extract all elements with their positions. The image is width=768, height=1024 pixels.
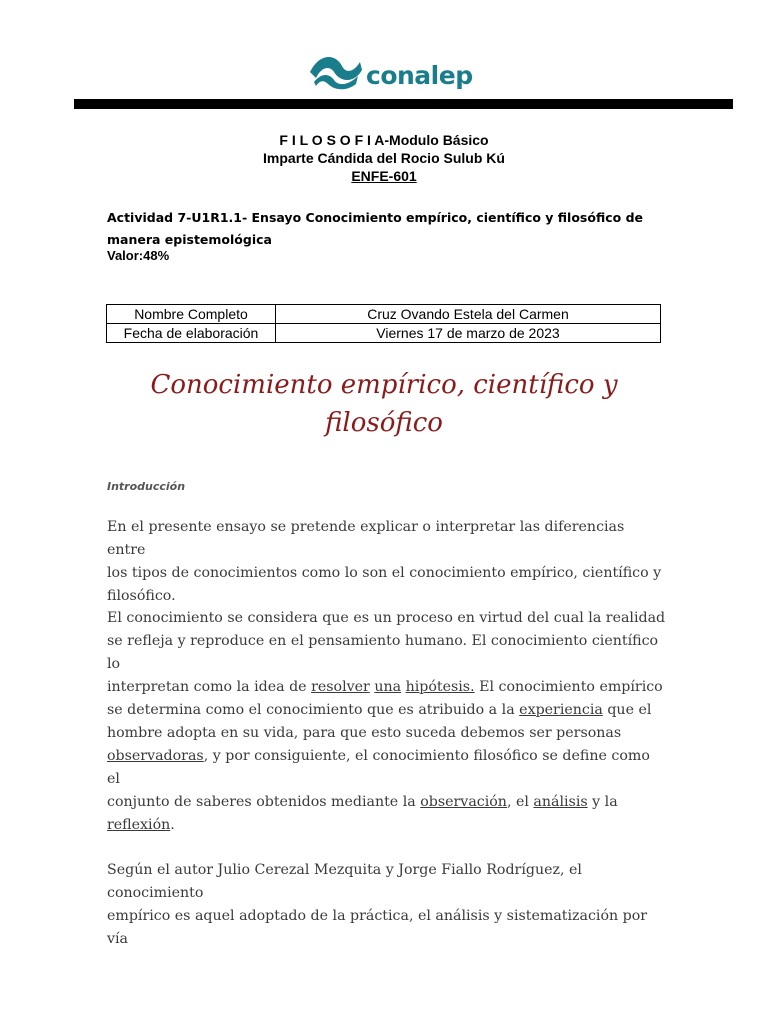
text-line xyxy=(107,745,667,791)
paragraph-definition xyxy=(107,607,667,837)
name-label: Nombre Completo xyxy=(107,305,276,324)
logo-wordmark: conalep xyxy=(366,61,473,90)
teacher-line: Imparte Cándida del Rocio Sulub Kú xyxy=(263,150,505,166)
text-span: , el xyxy=(506,794,534,810)
text-span: y la xyxy=(587,794,618,810)
text-line: filosófico. xyxy=(107,588,176,604)
activity-value: Valor:48% xyxy=(107,248,170,263)
activity-title-line1: Actividad 7-U1R1.1- Ensayo Conocimiento empírico, científico y filosófico de xyxy=(107,210,643,225)
activity-title-line2: manera epistemológica xyxy=(107,232,272,247)
text-span: . xyxy=(170,817,175,833)
text-span: que el xyxy=(602,702,652,718)
link-observadoras[interactable]: observadoras xyxy=(107,748,204,764)
conalep-logo xyxy=(306,50,473,98)
paragraph-authors xyxy=(107,859,667,951)
text-line: empírico es aquel adoptado de la práctica, el análisis y sistematización por vía xyxy=(107,908,648,947)
text-span: se determina como el conocimiento que es atribuido a la xyxy=(107,702,520,718)
link-analisis[interactable]: análisis xyxy=(533,794,588,810)
link-una[interactable]: una xyxy=(374,679,402,695)
link-hipotesis[interactable]: hipótesis. xyxy=(405,679,475,695)
group-code: ENFE-601 xyxy=(351,168,417,184)
link-observacion[interactable]: observación xyxy=(420,794,507,810)
text-span: interpretan como la idea de xyxy=(107,679,312,695)
text-line: En el presente ensayo se pretende explicar o interpretar las diferencias entre xyxy=(107,519,625,558)
date-value: Viernes 17 de marzo de 2023 xyxy=(276,324,661,343)
table-row xyxy=(107,324,661,343)
essay-title xyxy=(0,366,768,442)
text-line: Según el autor Julio Cerezal Mezquita y Jorge Fiallo Rodríguez, el conocimiento xyxy=(107,862,582,901)
text-line: se refleja y reproduce en el pensamiento humano. El conocimiento científico lo xyxy=(107,633,659,672)
paragraph-intro xyxy=(107,516,667,608)
header-divider xyxy=(74,99,733,109)
subject-line: F I L O S O F I A-Modulo Básico xyxy=(279,132,489,148)
text-span: conjunto de saberes obtenidos mediante la xyxy=(107,794,421,810)
text-span: , y por consiguiente, el conocimiento filosófico se define como el xyxy=(107,748,650,787)
conalep-emblem-icon xyxy=(306,50,366,90)
essay-title-line2: filosófico xyxy=(325,408,443,438)
table-row xyxy=(107,305,661,324)
activity-title xyxy=(107,207,647,251)
section-label: Introducción xyxy=(107,480,186,493)
text-line xyxy=(107,676,667,699)
date-label: Fecha de elaboración xyxy=(107,324,276,343)
text-line xyxy=(107,699,667,722)
text-line xyxy=(107,814,667,837)
link-reflexion[interactable]: reflexión xyxy=(107,817,171,833)
text-span: El conocimiento empírico xyxy=(474,679,663,695)
text-line: El conocimiento se considera que es un proceso en virtud del cual la realidad xyxy=(107,610,666,626)
link-experiencia[interactable]: experiencia xyxy=(519,702,603,718)
essay-title-line1: Conocimiento empírico, científico y xyxy=(150,370,618,400)
document-header xyxy=(0,131,768,185)
text-line: los tipos de conocimientos como lo son el conocimiento empírico, científico y xyxy=(107,565,662,581)
student-info-table xyxy=(106,304,661,343)
text-line: hombre adopta en su vida, para que esto suceda debemos ser personas xyxy=(107,725,622,741)
name-value: Cruz Ovando Estela del Carmen xyxy=(276,305,661,324)
text-line xyxy=(107,791,667,814)
link-resolver[interactable]: resolver xyxy=(311,679,370,695)
